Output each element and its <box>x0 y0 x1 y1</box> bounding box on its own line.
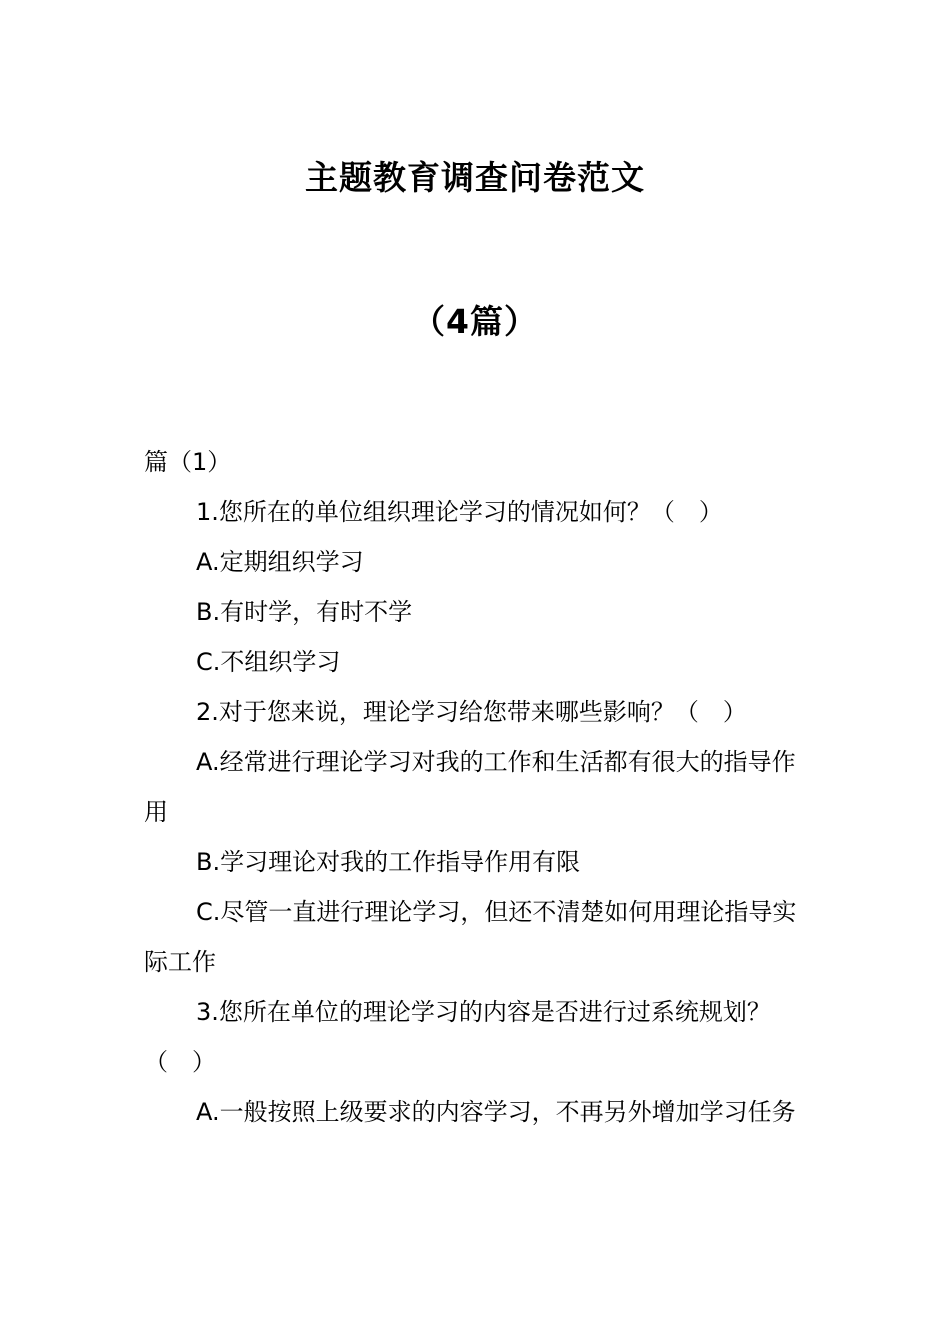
document-body <box>144 437 810 1137</box>
question-3: 3.您所在单位的理论学习的内容是否进行过系统规划？（ ） <box>144 998 771 1076</box>
document-subtitle: （4篇） <box>412 302 538 341</box>
document-title: 主题教育调查问卷范文 <box>305 158 645 197</box>
question-2: 2.对于您来说，理论学习给您带来哪些影响？（ ） <box>196 698 747 726</box>
question-1-option-c: C.不组织学习 <box>196 648 341 676</box>
question-1-option-a: A.定期组织学习 <box>196 548 364 576</box>
question-3-option-a: A.一般按照上级要求的内容学习，不再另外增加学习任务 <box>196 1098 796 1126</box>
question-1: 1.您所在的单位组织理论学习的情况如何？（ ） <box>196 498 723 526</box>
question-2-option-a: A.经常进行理论学习对我的工作和生活都有很大的指导作用 <box>144 748 796 826</box>
question-2-option-c: C.尽管一直进行理论学习，但还不清楚如何用理论指导实际工作 <box>144 898 797 976</box>
question-1-option-b: B.有时学，有时不学 <box>196 598 413 626</box>
section-heading: 篇（1） <box>144 448 232 476</box>
question-2-option-b: B.学习理论对我的工作指导作用有限 <box>196 848 581 876</box>
